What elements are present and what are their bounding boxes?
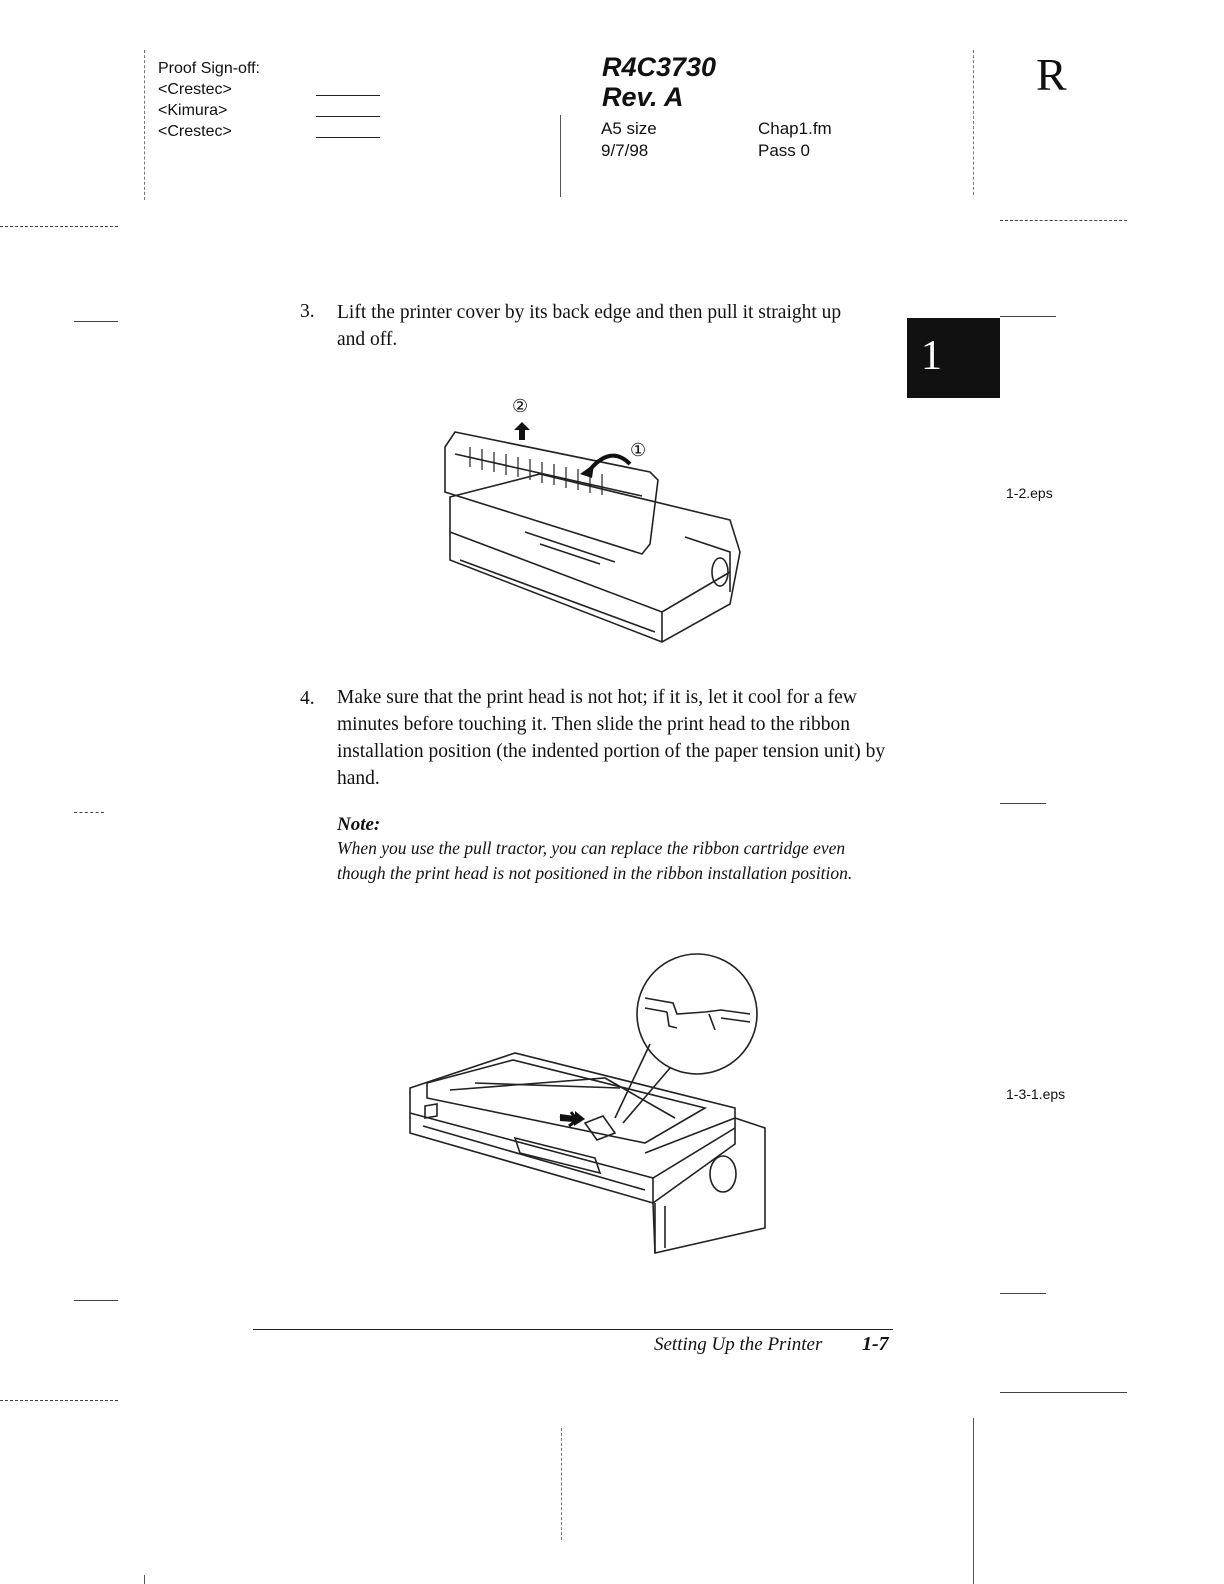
margin-rule [1000,220,1127,221]
signature-line [316,95,380,96]
callout-1: ① [630,440,647,461]
chapter-number: 1 [921,333,942,379]
figure-filename: 1-3-1.eps [1006,1086,1066,1102]
margin-mark [144,1575,145,1584]
footer-section-title: Setting Up the Printer [654,1334,823,1355]
note-text: When you use the pull tractor, you can replace the ribbon cartridge even though the print head is not positioned in the ribbon installation position. [337,838,853,883]
figure-filename: 1-2.eps [1006,485,1053,501]
step-number: 4. [300,688,315,709]
margin-mark [973,1418,974,1584]
printer-cover-illustration [430,392,750,654]
page-size: A5 size [601,119,657,138]
page-number: 1-7 [862,1333,889,1355]
note-title: Note: [337,814,381,835]
step-text: Lift the printer cover by its back edge and then pull it straight up and off. [337,302,842,350]
header-divider [560,115,561,197]
margin-mark [561,1428,562,1540]
footer-rule [253,1329,893,1330]
margin-mark [144,50,145,200]
source-file: Chap1.fm [758,119,832,138]
signature-line [316,137,380,138]
margin-rule [0,1400,118,1401]
margin-rule [1000,803,1046,804]
signer-name: <Crestec> [158,81,232,98]
corner-mark: R [1036,49,1067,100]
signer-name: <Crestec> [158,123,232,140]
print-head-position-illustration [405,948,775,1260]
proof-date: 9/7/98 [601,141,649,160]
margin-rule [1000,1293,1046,1294]
proof-signoff-label: Proof Sign-off: [158,60,260,77]
revision-label: Rev. A [602,82,684,112]
pass-number: Pass 0 [758,141,810,160]
margin-rule [74,321,118,322]
callout-2: ② [512,396,529,417]
margin-rule [1000,1392,1127,1393]
chapter-tab [907,318,1000,398]
signer-name: <Kimura> [158,102,228,119]
margin-rule [1000,316,1056,317]
step-text: Make sure that the print head is not hot; if it is, let it cool for a few minutes before touching it. Then slide the print head to the ribbon installation position (the indented portion of the paper tension unit) by hand. [337,687,886,789]
step-number: 3. [300,301,315,322]
margin-rule [74,812,104,813]
margin-mark [973,50,974,195]
margin-rule [74,1300,118,1301]
signature-line [316,116,380,117]
margin-rule [0,226,118,227]
document-id: R4C3730 [602,52,717,82]
